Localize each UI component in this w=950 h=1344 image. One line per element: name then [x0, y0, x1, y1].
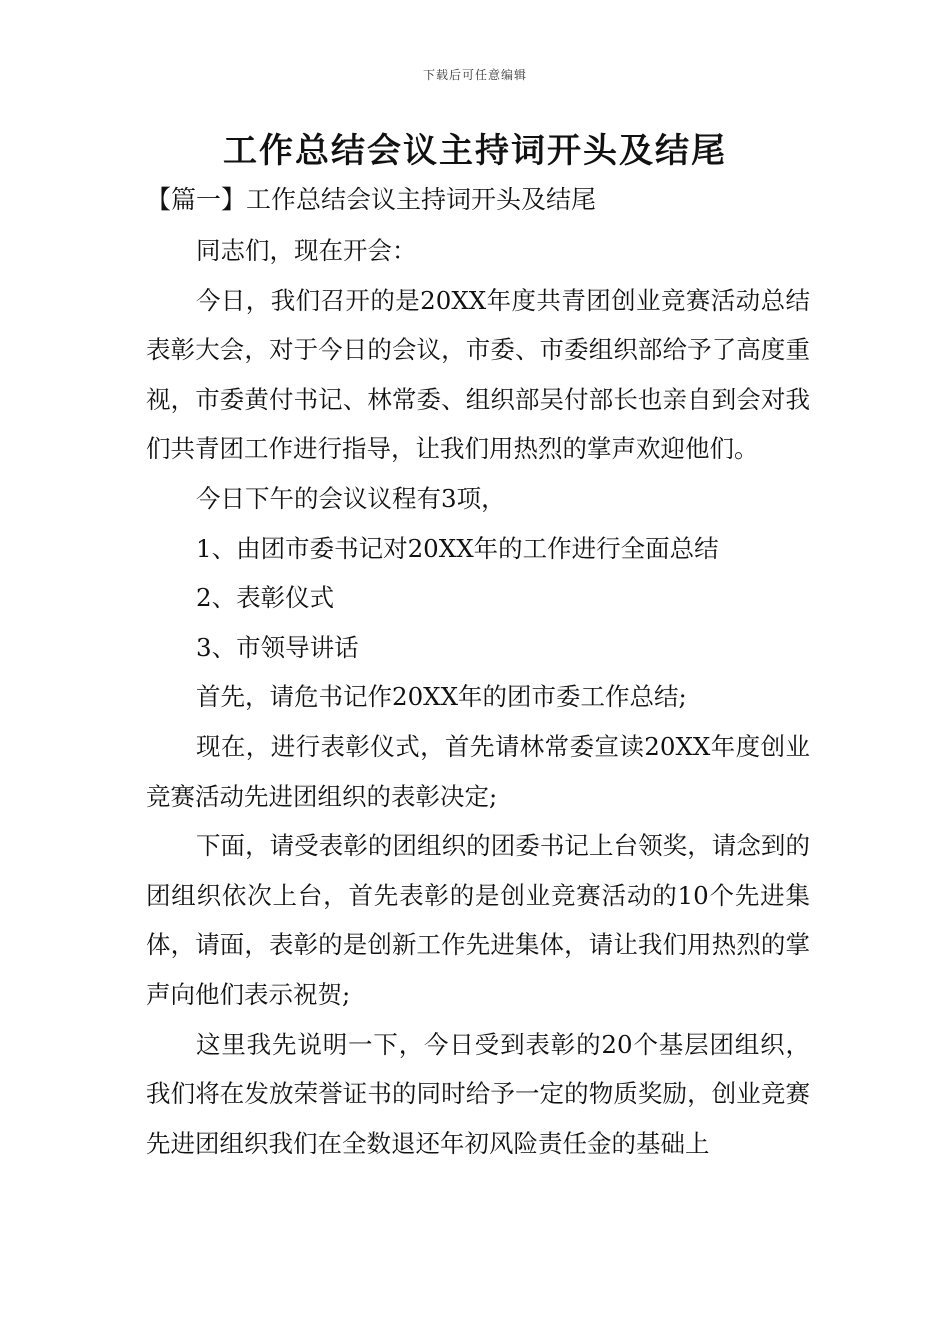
document-title: 工作总结会议主持词开头及结尾 — [223, 131, 727, 171]
paragraph: 今日，我们召开的是20XX年度共青团创业竞赛活动总结表彰大会，对于今日的会议，市委、市委组织部给予了高度重视，市委黄付书记、林常委、组织部吴付部长也亲自到会对我们共青团工作进行指导，让我们用热烈的掌声欢迎他们。 — [146, 285, 810, 464]
paragraph: 同志们，现在开会： — [196, 236, 417, 265]
header-note: 下载后可任意编辑 — [422, 68, 527, 82]
section-heading: 【篇一】工作总结会议主持词开头及结尾 — [146, 185, 597, 214]
paragraph: 这里我先说明一下，今日受到表彰的20个基层团组织，我们将在发放荣誉证书的同时给予一定的物质奖励，创业竞赛先进团组织我们在全数退还年初风险责任金的基础上 — [146, 1029, 810, 1158]
paragraph: 下面，请受表彰的团组织的团委书记上台领奖，请念到的团组织依次上台，首先表彰的是创业竞赛活动的10个先进集体，请面，表彰的是创新工作先进集体，请让我们用热烈的掌声向他们表示祝贺; — [146, 831, 810, 1009]
paragraph: 今日下午的会议议程有3项， — [196, 483, 506, 513]
paragraph: 3、市领导讲话 — [196, 632, 359, 662]
paragraph: 首先，请危书记作20XX年的团市委工作总结; — [196, 682, 687, 712]
paragraph: 现在，进行表彰仪式，首先请林常委宣读20XX年度创业竞赛活动先进团组织的表彰决定; — [146, 731, 810, 811]
body-text — [146, 226, 810, 1168]
paragraph: 2、表彰仪式 — [196, 583, 335, 613]
paragraph: 1、由团市委书记对20XX年的工作进行全面总结 — [196, 533, 719, 563]
